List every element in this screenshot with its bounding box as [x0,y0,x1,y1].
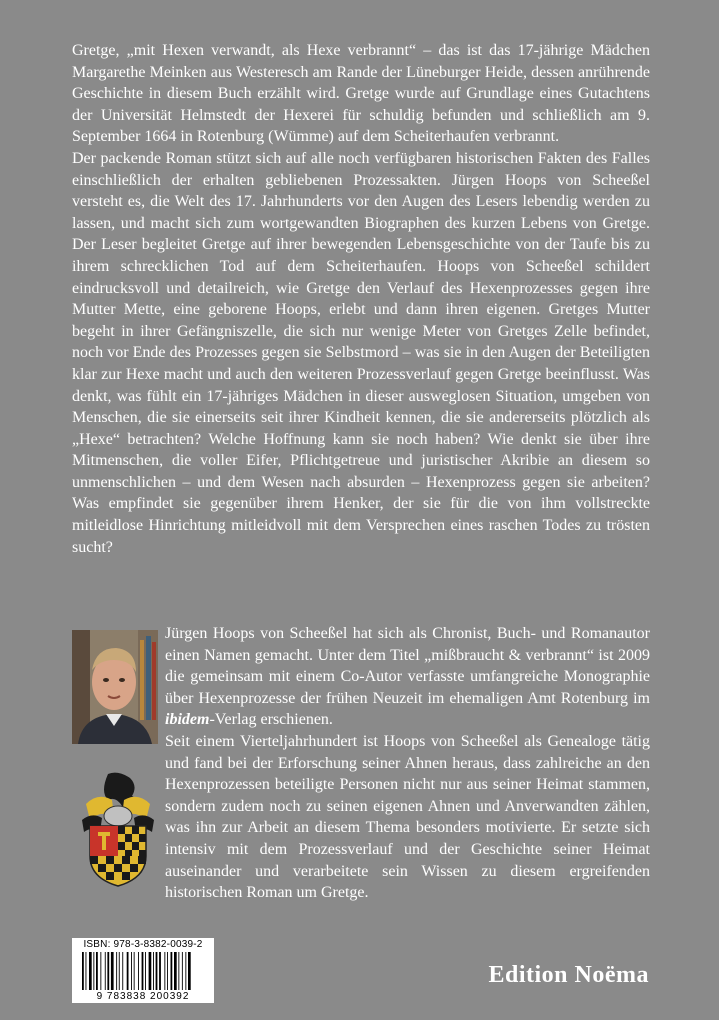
isbn-label: ISBN: 978-3-8382-0039-2 [83,939,203,950]
author-bio-paragraph-2: Seit einem Vierteljahrhundert ist Hoops von Scheeßel als Genealoge tätig und fand bei der Erforschung seiner Ahnen heraus, dass zahlreiche an den Hexenprozessen beteiligte Personen nicht nur aus seiner Heimat stammen, sondern zudem noch zu seinen eigenen Ahnen und Anverwandten zählen, was ihn zur Arbeit an diesem Thema besonders motivierte. Er setzte sich intensiv mit dem Prozessverlauf und der Geschichte seiner Heimat auseinander und verarbeitete sein Wissen zu diesem ergreifenden historischen Roman um Gretge. [165,732,650,902]
barcode-bar [159,952,161,990]
barcode-bar [127,952,129,990]
barcode-bar [185,952,186,990]
barcode-bar [107,952,109,990]
blurb-paragraph-2: Der packende Roman stützt sich auf alle noch verfügbaren historischen Fakten des Falles einschließlich der erhalten gebliebenen Prozessakten. Jürgen Hoops von Scheeßel versteht es, die Welt des 17. Jahrhunderts vor den Augen des Lesers lebendig werden zu lassen, und macht sich zum wortgewandten Biographen des kurzen Lebens von Gretge. Der Leser begleitet Gretge auf ihrer bewegenden Lebensgeschichte von der Taufe bis zu ihrem schrecklichen Tod auf dem Scheiterhaufen. Hoops von Scheeßel schildert eindrucksvoll und detailreich, wie Gretge den Verlauf des Hexenprozesses gegen ihre Mutter Mette, eine geborene Hoops, erlebt und dann ihren eigenen. Gretges Mutter begeht in ihrer Gefängniszelle, die sich nur wenige Meter von Gretges Zelle befindet, noch vor Ende des Prozesses gegen sie Selbstmord – was sie in den Augen der Beteiligten klar zur Hexe macht und auch den weiteren Prozessverlauf gegen Gretge beeinflusst. Was denkt, was fühlt ein 17-jähriges Mädchen in dieser ausweglosen Situation, umgeben von Menschen, die sie einerseits seit ihrer Kindheit kennen, die sie andererseits plötzlich als „Hexe“ betrachten? Welche Hoffnung kann sie noch haben? Wie denkt sie über ihre Mitmenschen, die voller Eifer, Pflichtgetreue und juristischer Akribie an diesem so unmenschlichen – und dem Wesen nach absurden – Hexenprozess gegen sie arbeiten? Was empfindet sie gegenüber ihrem Henker, der sie für die von ihm vollstreckte mitleidlose Hinrichtung mitleidvoll mit dem Versprechen eines raschen Todes zu trösten sucht? [72,149,650,556]
barcode-bar [111,952,114,990]
barcode-bar [82,952,84,990]
barcode-bar [96,952,98,990]
barcode-bar [149,952,152,990]
blurb-paragraph-1: Gretge, „mit Hexen verwandt, als Hexe verbrannt“ – das ist das 17-jährige Mädchen Margarethe Meinken aus Westeresch am Rande der Lüneburger Heide, dessen anrührende Geschichte in diesem Buch erzählt wird. Gretge wurde auf Grundlage eines Gutachtens der Universität Helmstedt der Hexerei für schuldig befunden und schließlich am 9. September 1664 in Rotenburg (Wümme) auf dem Scheiterhaufen verbrannt. [72,42,650,146]
barcode-bar [188,952,191,990]
barcode-bar [122,952,123,990]
barcode-bar [171,952,173,990]
barcode-bar [138,952,139,990]
barcode-bar [142,952,144,990]
barcode-bar [89,952,92,990]
barcode-bar [93,952,94,990]
publisher-name-ibidem: ibidem [165,711,210,729]
author-bio [165,623,650,904]
barcode-digits: 9 783838 200392 [96,991,190,1002]
barcode-bar [131,952,132,990]
barcode-bar [105,952,106,990]
barcode-bar [119,952,120,990]
barcode-bar [182,952,183,990]
barcode-bar [156,952,158,990]
author-bio-paragraph-1 [165,623,650,731]
author-photo [72,630,158,744]
barcode-bar [164,952,165,990]
barcode-bar [153,952,154,990]
barcode-bar [116,952,117,990]
author-bio-text-1b: -Verlag erschienen. [209,711,333,729]
coat-of-arms-icon [78,770,158,888]
publisher-name: Edition Noëma [488,962,649,988]
barcode-bar [167,952,168,990]
barcode-bar [145,952,146,990]
barcode-icon [78,952,208,990]
barcode-bar [100,952,101,990]
author-bio-text-1a: Jürgen Hoops von Scheeßel hat sich als Chronist, Buch- und Romanautor einen Namen gemacht. Unter dem Titel „mißbraucht & verbrannt“ ist 2009 die gemeinsam mit einem Co-Autor verfasste umfangreiche Monographie über Hexenprozesse der frühen Neuzeit im ehemaligen Amt Rotenburg im [165,625,650,707]
barcode-bar [86,952,87,990]
barcode-bar [134,952,135,990]
isbn-barcode [72,938,214,1003]
barcode-bar [178,952,179,990]
barcode-bar [174,952,177,990]
book-blurb [72,40,650,558]
